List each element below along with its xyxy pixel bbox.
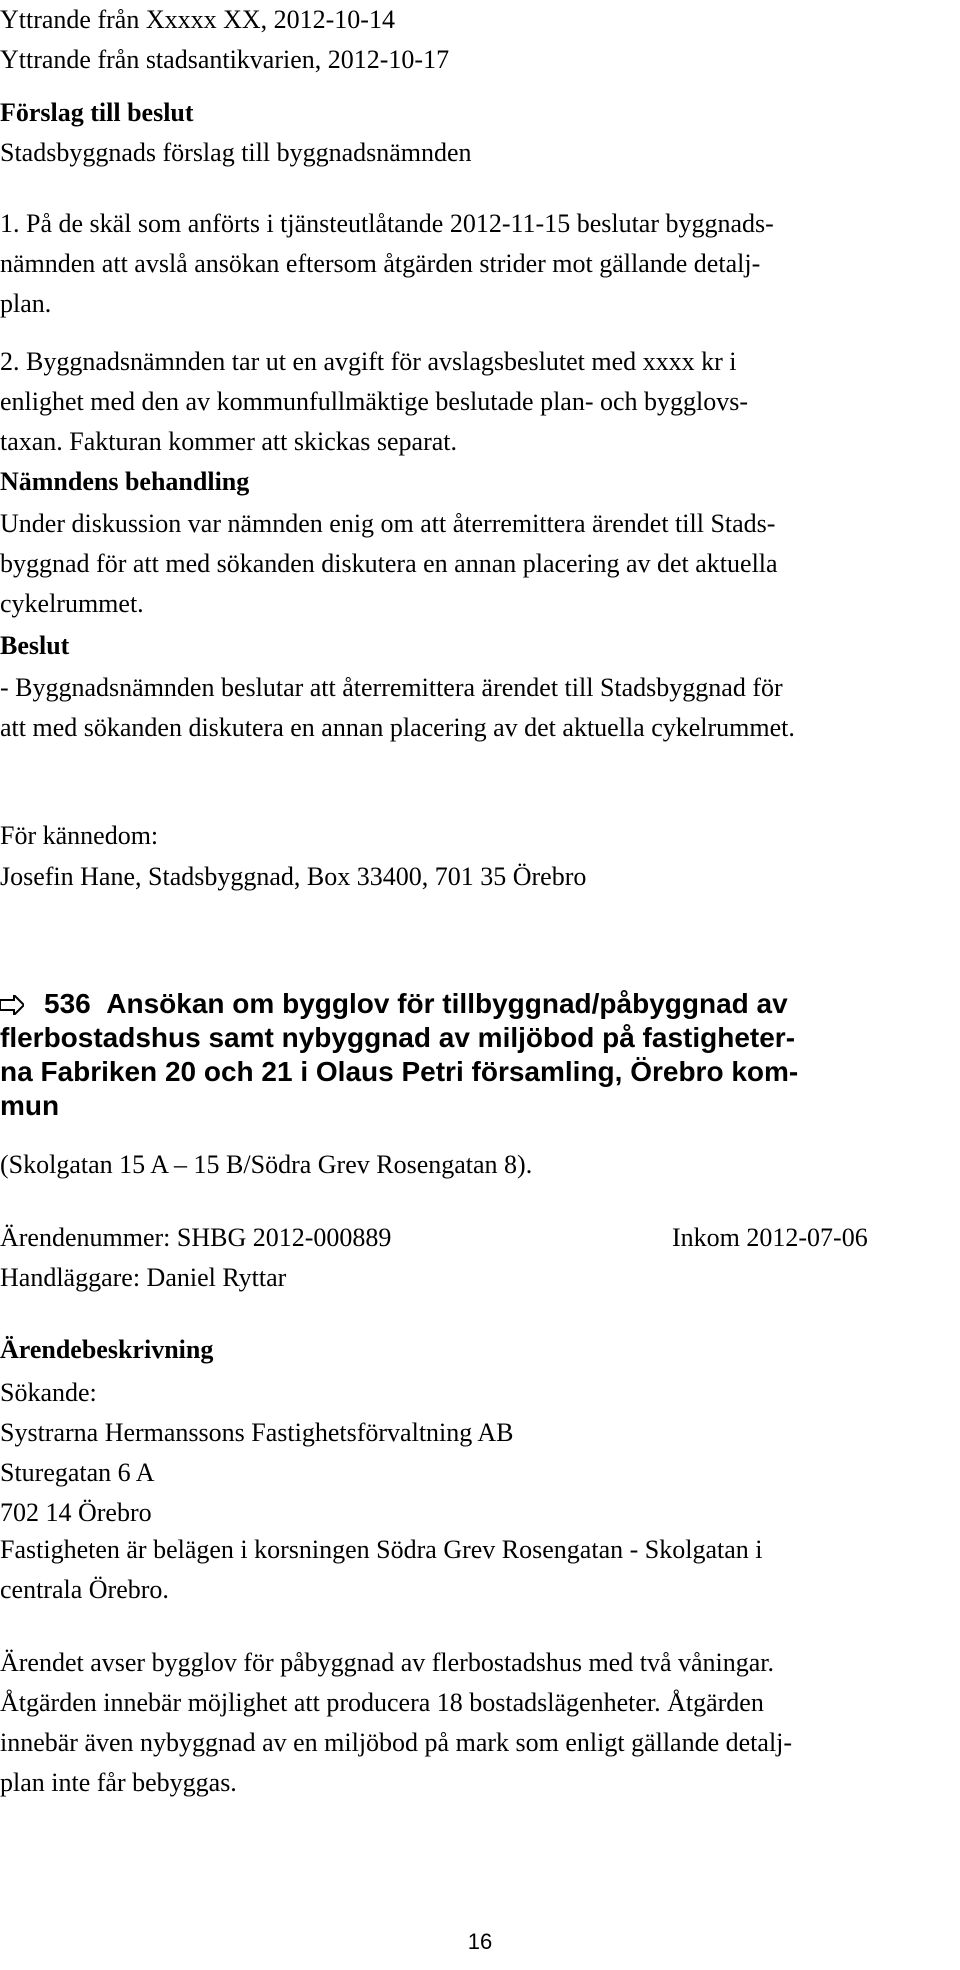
- header-remarks: [0, 0, 930, 80]
- text-line: byggnad för att med sökanden diskutera en annan placering av det aktuella: [0, 549, 778, 578]
- applicant-address: [0, 1413, 930, 1533]
- notice-recipient: Josefin Hane, Stadsbyggnad, Box 33400, 701 35 Örebro: [0, 862, 587, 891]
- case-handler: Handläggare: Daniel Ryttar: [0, 1263, 287, 1292]
- proposal-subheading: Stadsbyggnads förslag till byggnadsnämnden: [0, 138, 472, 167]
- text-line: Ärendet avser bygglov för påbyggnad av flerbostadshus med två våningar.: [0, 1648, 775, 1677]
- treatment-heading: Nämndens behandling: [0, 467, 250, 496]
- text-line: taxan. Fakturan kommer att skickas separat.: [0, 427, 458, 456]
- description-heading: Ärendebeskrivning: [0, 1335, 214, 1364]
- case-title: [0, 987, 930, 1123]
- case-title-line: flerbostadshus samt nybyggnad av miljöbod på fastigheter-: [0, 1022, 796, 1053]
- decision-text: [0, 668, 930, 748]
- text-line: innebär även nybyggnad av en miljöbod på mark som enligt gällande detalj-: [0, 1728, 793, 1757]
- received-date: Inkom 2012-07-06: [672, 1223, 868, 1252]
- page-number: 16: [467, 1929, 493, 1954]
- text-line: plan.: [0, 289, 52, 318]
- text-line: - Byggnadsnämnden beslutar att återremittera ärendet till Stadsbyggnad för: [0, 673, 783, 702]
- proposal-heading: Förslag till beslut: [0, 98, 194, 127]
- text-line: Under diskussion var nämnden enig om att återremittera ärendet till Stads-: [0, 509, 776, 538]
- location-text: [0, 1530, 930, 1610]
- case-title-line: [0, 987, 930, 1021]
- text-line: 1. På de skäl som anförts i tjänsteutlåtande 2012-11-15 beslutar byggnads-: [0, 209, 774, 238]
- header-line: Yttrande från Xxxxx XX, 2012-10-14: [0, 5, 395, 34]
- header-line: Yttrande från stadsantikvarien, 2012-10-17: [0, 45, 450, 74]
- text-line: cykelrummet.: [0, 589, 144, 618]
- case-title-line: mun: [0, 1090, 60, 1121]
- decision-heading: Beslut: [0, 631, 70, 660]
- case-number-label: Ärendenummer: SHBG 2012-000889: [0, 1223, 392, 1252]
- text-line: 702 14 Örebro: [0, 1498, 152, 1527]
- text-line: enlighet med den av kommunfullmäktige beslutade plan- och bygglovs-: [0, 387, 749, 416]
- text-line: att med sökanden diskutera en annan placering av det aktuella cykelrummet.: [0, 713, 795, 742]
- text-line: Sturegatan 6 A: [0, 1458, 155, 1487]
- scope-text: [0, 1643, 930, 1803]
- case-number: 536: [44, 988, 91, 1019]
- text-line: nämnden att avslå ansökan eftersom åtgärden strider mot gällande detalj-: [0, 249, 761, 278]
- proposal-item-1: [0, 204, 930, 324]
- arrow-bullet-icon: [0, 995, 24, 1015]
- treatment-text: [0, 504, 930, 624]
- text-line: Systrarna Hermanssons Fastighetsförvaltning AB: [0, 1418, 514, 1447]
- notice-label: För kännedom:: [0, 821, 159, 850]
- text-line: 2. Byggnadsnämnden tar ut en avgift för avslagsbeslutet med xxxx kr i: [0, 347, 737, 376]
- proposal-item-2: [0, 342, 930, 462]
- text-line: plan inte får bebyggas.: [0, 1768, 237, 1797]
- case-title-text: Ansökan om bygglov för tillbyggnad/påbyggnad av: [106, 988, 788, 1019]
- case-title-line: na Fabriken 20 och 21 i Olaus Petri församling, Örebro kom-: [0, 1056, 799, 1087]
- case-address: (Skolgatan 15 A – 15 B/Södra Grev Rosengatan 8).: [0, 1150, 533, 1179]
- text-line: Åtgärden innebär möjlighet att producera 18 bostadslägenheter. Åtgärden: [0, 1688, 764, 1717]
- text-line: Fastigheten är belägen i korsningen Södra Grev Rosengatan - Skolgatan i: [0, 1535, 763, 1564]
- applicant-label: Sökande:: [0, 1378, 97, 1407]
- case-number-row: [0, 1218, 930, 1258]
- text-line: centrala Örebro.: [0, 1575, 169, 1604]
